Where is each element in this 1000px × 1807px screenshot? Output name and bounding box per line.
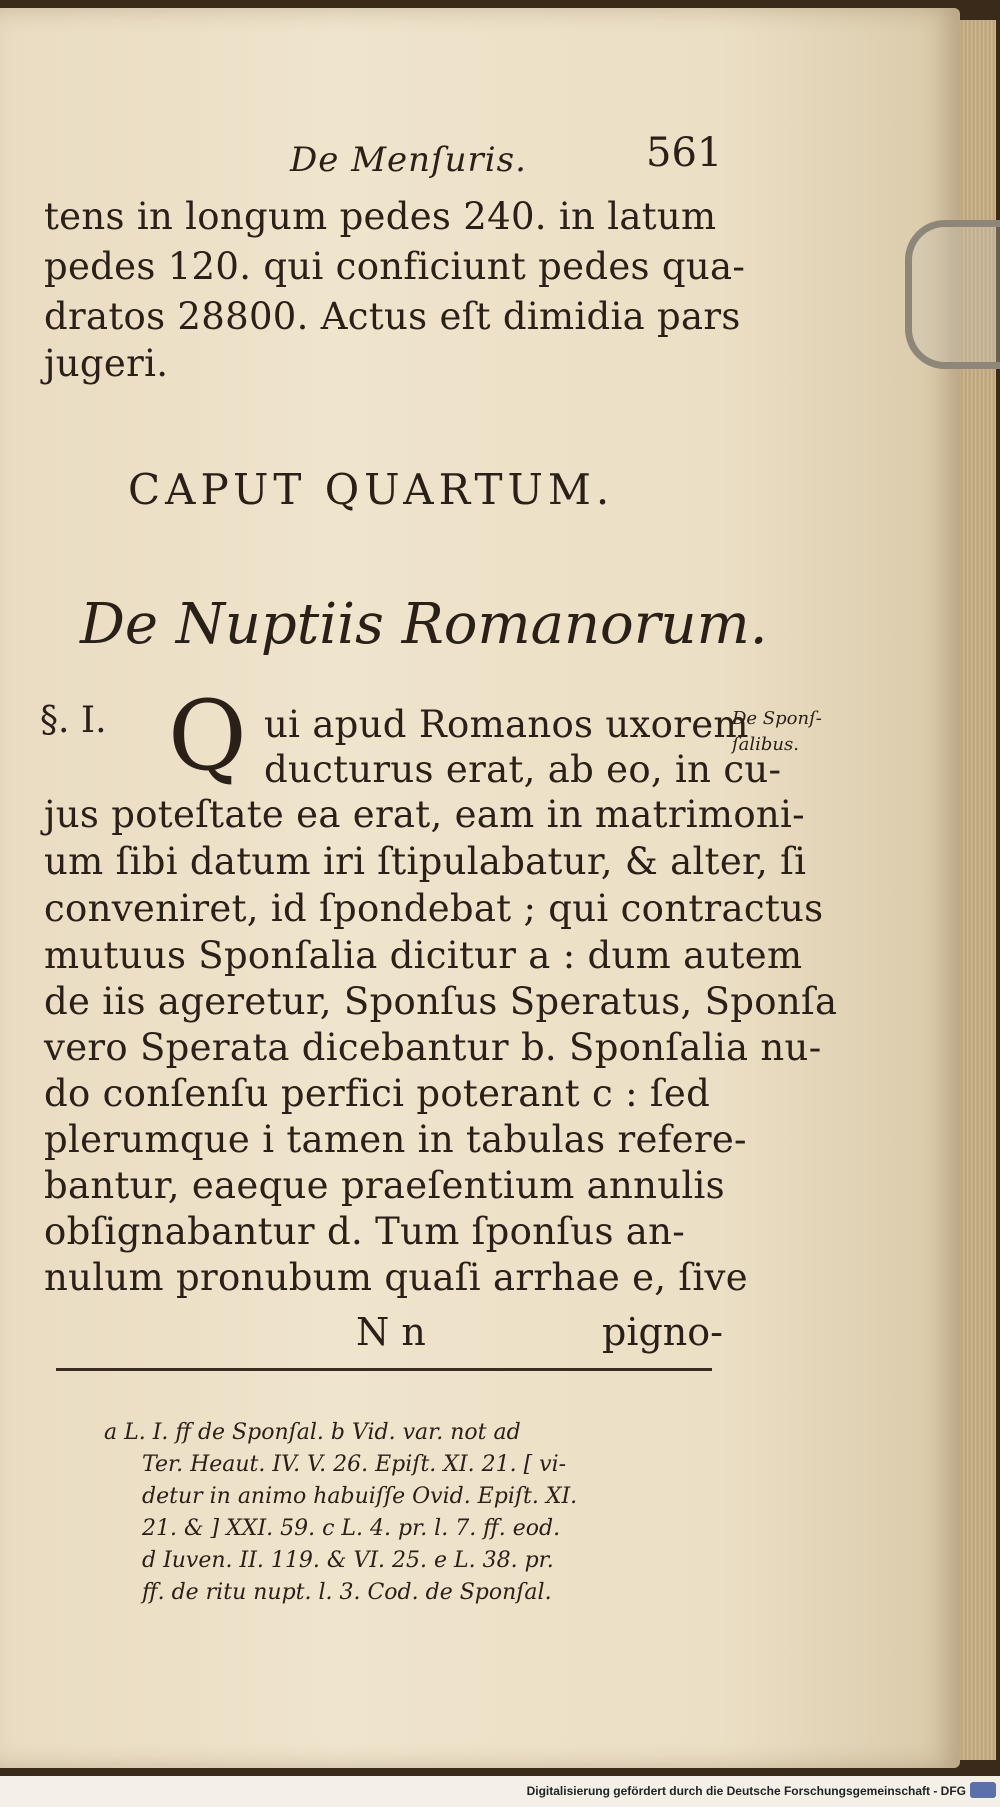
body-line: mutuus Sponſalia dicitur a : dum autem <box>44 934 803 977</box>
margin-note: De Sponſ- <box>732 708 822 729</box>
chapter-title: De Nuptiis Romanorum. <box>80 592 768 657</box>
body-line: ui apud Romanos uxorem <box>264 703 749 746</box>
body-line: de iis ageretur, Sponſus Speratus, Sponſa <box>44 980 838 1023</box>
body-line: pedes 120. qui conficiunt pedes qua- <box>44 245 746 288</box>
dfg-logo-icon <box>970 1782 996 1798</box>
body-line: obſignabantur d. Tum ſponſus an- <box>44 1210 686 1253</box>
chapter-heading: CAPUT QUARTUM. <box>128 465 615 514</box>
body-line: ducturus erat, ab eo, in cu- <box>264 748 782 791</box>
body-line: do conſenſu perfici poterant c : ſed <box>44 1072 711 1115</box>
body-line: vero Sperata dicebantur b. Sponſalia nu- <box>44 1026 822 1069</box>
body-line: dratos 28800. Actus eſt dimidia pars <box>44 295 741 338</box>
signature-mark: N n <box>356 1310 426 1354</box>
body-line: jugeri. <box>44 342 169 385</box>
page-clip <box>905 220 1000 369</box>
footnote-line: detur in animo habuiſſe Ovid. Epiſt. XI. <box>142 1484 578 1509</box>
catchword: pigno- <box>602 1310 723 1354</box>
section-mark: §. I. <box>40 700 107 741</box>
running-head: De Menſuris. <box>290 140 527 180</box>
body-line: plerumque i tamen in tabulas refere- <box>44 1118 747 1161</box>
body-line: tens in longum pedes 240. in latum <box>44 195 717 238</box>
footnote-line: ff. de ritu nupt. l. 3. Cod. de Sponſal. <box>142 1580 552 1605</box>
body-line: nulum pronubum quaſi arrhae e, ſive <box>44 1256 748 1299</box>
footnote-rule <box>56 1368 712 1371</box>
footnote-line: a L. I. ff de Sponſal. b Vid. var. not ad <box>104 1420 521 1445</box>
digitization-credit: Digitalisierung gefördert durch die Deutsche Forschungsgemeinschaft - DFG <box>526 1784 966 1798</box>
body-line: jus poteſtate ea erat, eam in matrimoni- <box>44 793 805 836</box>
page-number: 561 <box>646 130 723 176</box>
margin-note: ſalibus. <box>732 734 799 755</box>
body-line: um ſibi datum iri ſtipulabatur, & alter, ſi <box>44 840 807 883</box>
body-line: bantur, eaeque praeſentium annulis <box>44 1164 725 1207</box>
footnote-line: 21. & ] XXI. 59. c L. 4. pr. l. 7. ff. eod. <box>142 1516 561 1541</box>
body-line: conveniret, id ſpondebat ; qui contractus <box>44 887 824 930</box>
footnote-line: d Iuven. II. 119. & VI. 25. e L. 38. pr. <box>142 1548 554 1573</box>
footnote-line: Ter. Heaut. IV. V. 26. Epiſt. XI. 21. [ vi- <box>142 1452 567 1477</box>
drop-cap: Q <box>168 680 247 792</box>
